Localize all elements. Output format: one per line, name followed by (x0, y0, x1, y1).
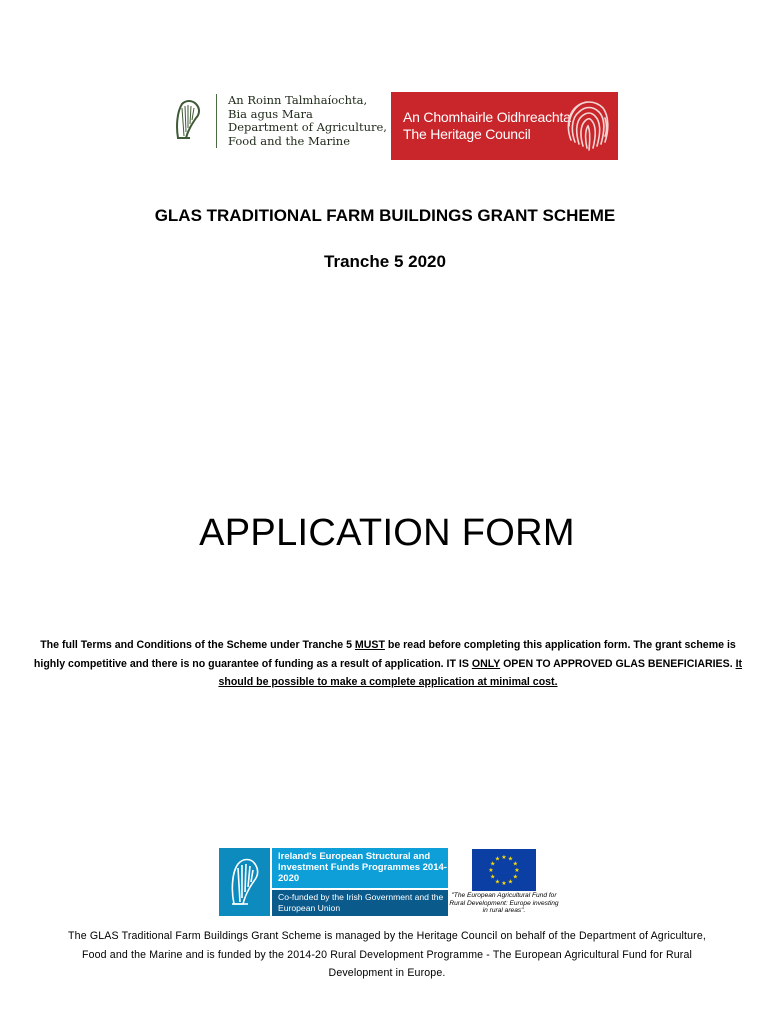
notice-text-1: The full Terms and Conditions of the Scheme under Tranche 5 (40, 639, 355, 651)
harp-icon (228, 856, 262, 908)
eu-star: ★ (494, 855, 501, 863)
eu-star: ★ (501, 854, 507, 861)
form-title: APPLICATION FORM (199, 512, 575, 554)
notice-text-2: be read before completing this application form. The grant scheme is highly competitive and there is no guarantee of funding as a result of application. IT IS (33, 639, 736, 670)
eu-star: ★ (490, 873, 496, 881)
cofunded-banner (272, 890, 448, 916)
must-emphasis: MUST (354, 639, 385, 651)
esif-programme-banner (272, 848, 448, 888)
terms-notice (30, 636, 746, 692)
esif-programme-text: Ireland's European Structural and Investment Funds Programmes 2014-2020 (278, 851, 447, 884)
eafrd-caption: "The European Agricultural Fund for Rural Development: Europe investing in rural areas". (449, 892, 559, 914)
department-line-3: Department of Agriculture, (228, 120, 387, 135)
eu-star: ★ (494, 878, 501, 886)
scheme-title: GLAS TRADITIONAL FARM BUILDINGS GRANT SCHEME (154, 206, 616, 225)
tranche-label: Tranche 5 2020 (324, 252, 446, 271)
harp-icon (172, 98, 204, 142)
heritage-line-1: An Chomhairle Oidhreachta (403, 109, 571, 125)
eu-stars-icon (472, 849, 536, 891)
heritage-line-2: The Heritage Council (403, 126, 531, 142)
eu-star: ★ (512, 873, 518, 881)
eu-star: ★ (507, 878, 514, 886)
heritage-council-logo (391, 92, 618, 160)
eu-star: ★ (488, 867, 494, 874)
eu-star: ★ (512, 860, 518, 868)
esif-funding-logo (219, 848, 448, 916)
fingerprint-icon (561, 96, 613, 156)
department-name (228, 94, 387, 148)
heritage-council-name (403, 109, 571, 143)
eu-star: ★ (514, 867, 520, 874)
minimal-cost-note: It should be possible to make a complete application at minimal cost. (218, 657, 743, 688)
eu-star: ★ (507, 855, 514, 863)
department-line-2: Bia agus Mara (228, 106, 313, 121)
department-of-agriculture-logo (172, 92, 387, 152)
eu-flag (472, 849, 536, 891)
eu-star: ★ (490, 860, 496, 868)
cofunded-text: Co-funded by the Irish Government and the European Union (278, 892, 444, 913)
notice-text-3: OPEN TO APPROVED GLAS BENEFICIARIES. (500, 657, 736, 670)
department-line-4: Food and the Marine (228, 133, 351, 148)
only-emphasis: ONLY (471, 657, 501, 670)
logo-divider (216, 94, 217, 148)
esif-harp-panel (219, 848, 270, 916)
eu-star: ★ (501, 880, 507, 887)
footer-text: The GLAS Traditional Farm Buildings Grant Scheme is managed by the Heritage Council on behalf of the Department of Agriculture, Food and the Marine and is funded by the 2014-20 Rural Development Programme - The European Agricultural Fund for Rural Development in Europe. (68, 930, 706, 980)
department-line-1: An Roinn Talmhaíochta, (228, 93, 368, 107)
